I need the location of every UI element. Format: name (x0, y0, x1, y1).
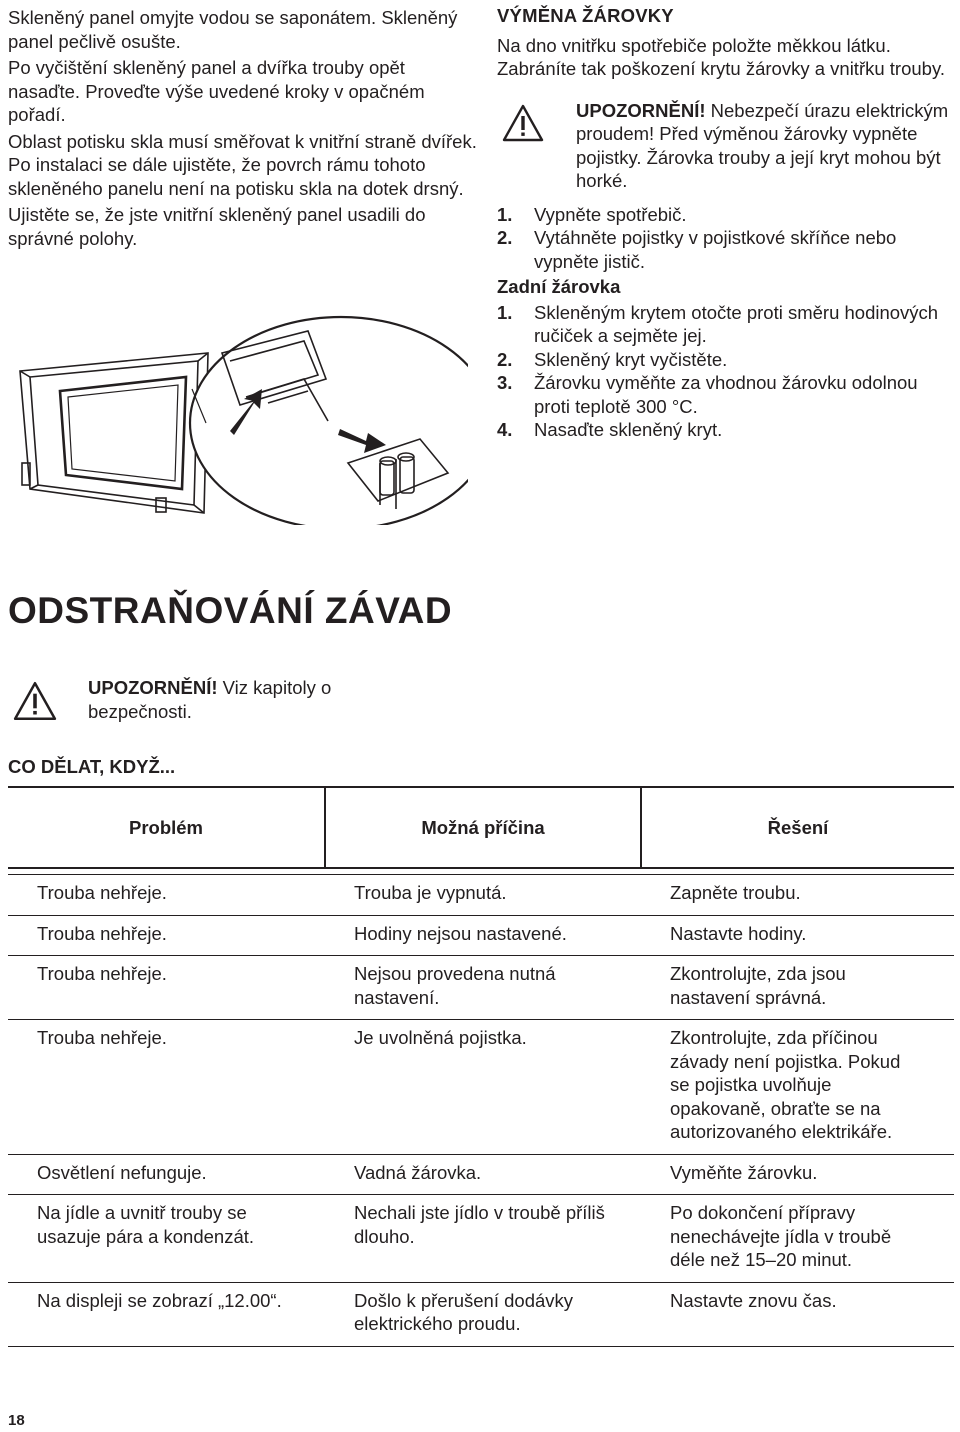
cell-cause: Vadná žárovka. (354, 1161, 482, 1183)
column-header-cause: Možná příčina (324, 788, 640, 867)
cell-problem: Na jídle a uvnitř trouby se usazuje pára a kondenzát. (37, 1202, 255, 1247)
table-row (8, 1019, 954, 1154)
cell-cause: Došlo k přerušení dodávky elektrického proudu. (354, 1289, 574, 1334)
steps-list (497, 203, 952, 274)
warning-body: Nebezpečí úrazu elektrickým proudem! Před výměnou žárovky vypněte pojistky. Žárovka trouby a její kryt mohou být horké. (576, 99, 949, 191)
door-frame-drawing (20, 353, 208, 513)
list-item: 1. Vypněte spotřebič. (497, 203, 687, 225)
cell-solution: Nastavte znovu čas. (670, 1289, 837, 1311)
warning-triangle-icon (501, 103, 545, 143)
bulb-intro: Na dno vnitřku spotřebiče položte měkkou látku. Zabráníte tak poškození krytu žárovky a vnitřku trouby. (497, 34, 945, 79)
cell-solution: Zkontrolujte, zda jsou nastavení správná. (670, 963, 846, 1008)
table-row (8, 1154, 954, 1195)
warning-text (88, 676, 388, 724)
troubleshooting-table (8, 786, 954, 1347)
cell-problem: Trouba nehřeje. (37, 882, 167, 903)
list-item: 1. Skleněným krytem otočte proti směru hodinových ručiček a sejměte jej. (497, 301, 939, 346)
cell-solution: Po dokončení přípravy nenechávejte jídla v troubě déle než 15–20 minut. (670, 1202, 892, 1270)
cell-cause: Hodiny nejsou nastavené. (354, 922, 567, 944)
rear-steps-list (497, 301, 952, 442)
left-column (8, 6, 478, 253)
detail-magnifier-drawing (190, 317, 468, 525)
cell-problem: Trouba nehřeje. (37, 1027, 167, 1048)
door-glass-illustration (8, 313, 468, 525)
warning-body: Viz kapitoly o bezpečnosti. (88, 677, 332, 722)
cell-solution: Vyměňte žárovku. (670, 1161, 818, 1183)
cell-solution: Zapněte troubu. (670, 882, 801, 903)
paragraph-reinstall: Po vyčištění skleněný panel a dvířka trouby opět nasaďte. Proveďte výše uvedené kroky v opačném pořadí. (8, 57, 425, 125)
list-item: 2. Skleněný kryt vyčistěte. (497, 348, 728, 370)
list-item: 3. Žárovku vyměňte za vhodnou žárovku odolnou proti teplotě 300 °C. (497, 372, 918, 417)
paragraph-wash: Skleněný panel omyjte vodou se saponátem. Skleněný panel pečlivě osušte. (8, 7, 458, 52)
page-number: 18 (8, 1412, 25, 1429)
column-header-solution: Řešení (640, 788, 954, 867)
cell-problem: Trouba nehřeje. (37, 963, 167, 984)
column-header-problem: Problém (128, 816, 204, 838)
list-item: 4. Nasaďte skleněný kryt. (497, 419, 723, 440)
cell-problem: Na displeji se zobrazí „12.00“. (37, 1289, 282, 1311)
table-row (8, 1194, 954, 1282)
paragraph-print-area: Oblast potisku skla musí směřovat k vnitřní straně dvířek. Po instalaci se dále ujistěte, že povrch rámu tohoto skleněného panelu není na potisku skla na dotek drsný. (8, 130, 477, 199)
table-row (8, 874, 954, 915)
warning-box (497, 99, 952, 193)
table-body (8, 874, 954, 1347)
cell-solution: Zkontrolujte, zda příčinou závady není pojistka. Pokud se pojistka uvolňuje opakovaně, obraťte se na autorizovaného elektrikáře. (670, 1027, 901, 1142)
list-item: 2. Vytáhněte pojistky v pojistkové skříňce nebo vypněte jistič. (497, 227, 897, 272)
cell-solution: Nastavte hodiny. (670, 922, 807, 944)
cell-cause: Je uvolněná pojistka. (354, 1027, 527, 1048)
table-header (8, 786, 954, 869)
paragraph-position: Ujistěte se, že jste vnitřní skleněný panel usadili do správné polohy. (8, 204, 426, 249)
cell-cause: Trouba je vypnutá. (354, 882, 507, 903)
warning-label: UPOZORNĚNÍ! (88, 677, 218, 698)
cell-problem: Trouba nehřeje. (37, 922, 167, 944)
warning-triangle-icon (12, 680, 58, 722)
warning-label: UPOZORNĚNÍ! (576, 99, 706, 121)
cell-cause: Nejsou provedena nutná nastavení. (354, 963, 556, 1008)
warning-text (576, 99, 952, 193)
section-heading: VÝMĚNA ŽÁROVKY (497, 5, 674, 26)
what-to-do-heading: CO DĚLAT, KDYŽ... (8, 756, 176, 777)
safety-warning (8, 676, 388, 724)
page-title: ODSTRAŇOVÁNÍ ZÁVAD (8, 590, 453, 631)
cell-problem: Osvětlení nefunguje. (37, 1161, 207, 1183)
cell-cause: Nechali jste jídlo v troubě příliš dlouho. (354, 1202, 605, 1247)
rear-bulb-heading: Zadní žárovka (497, 276, 621, 297)
bulb-replacement-section (497, 4, 952, 442)
table-row (8, 955, 954, 1019)
table-row (8, 1282, 954, 1347)
table-row (8, 915, 954, 956)
